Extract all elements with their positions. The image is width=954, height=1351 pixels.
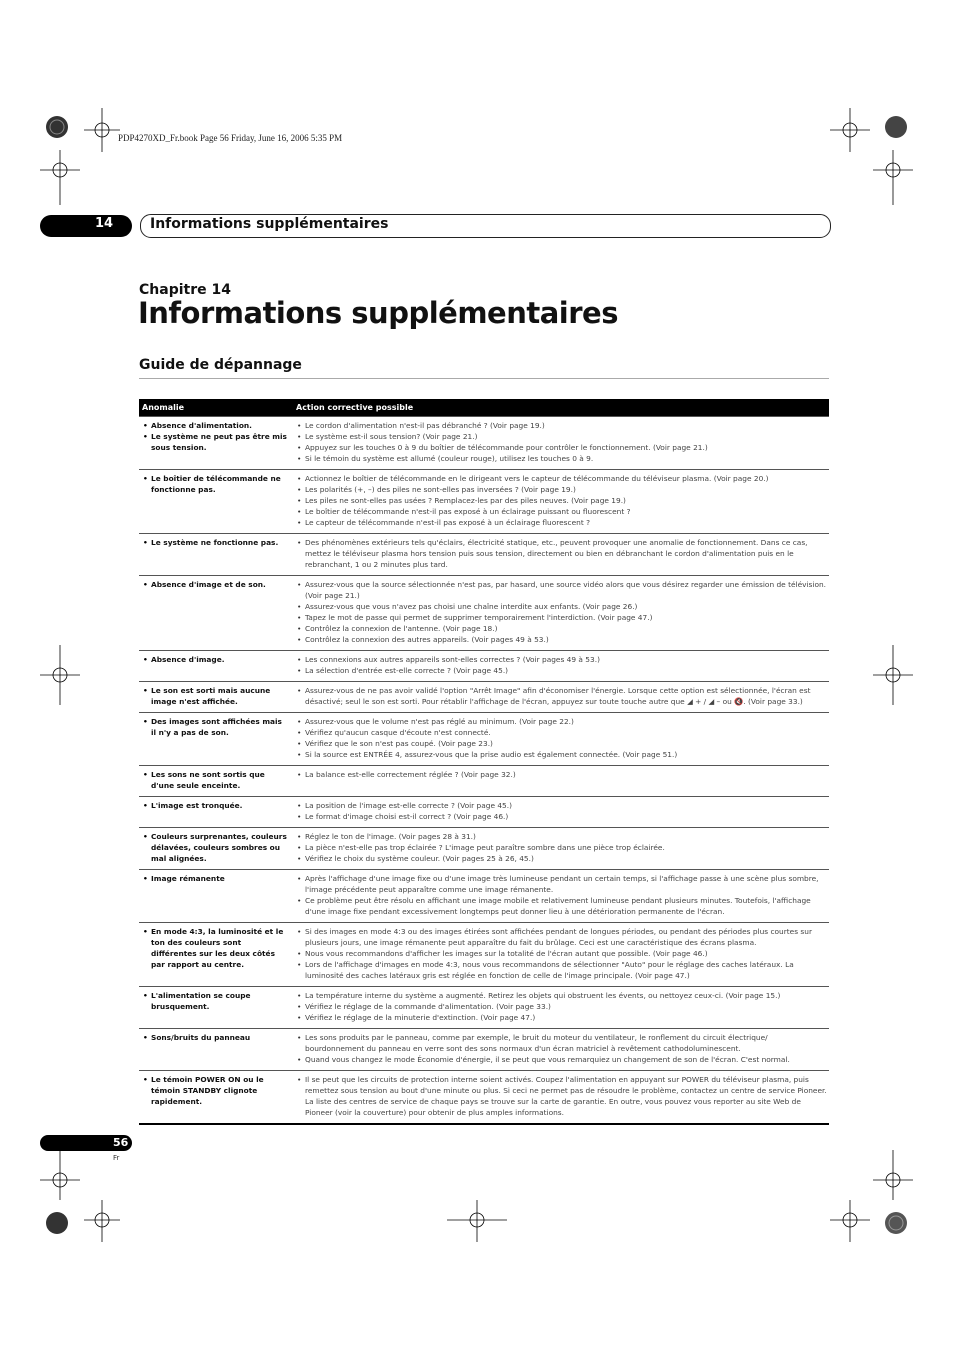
action-item: • Le capteur de télécommande n'est-il pas exposé à un éclairage fluorescent ? (295, 517, 827, 528)
anomaly-item: • Le boîtier de télécommande ne fonctionne pas. (141, 473, 287, 495)
table-row (139, 923, 829, 987)
action-item: • Des phénomènes extérieurs tels qu'éclairs, électricité statique, etc., peuvent provoquer une anomalie de fonctionnement. Dans ce cas, mettez le téléviseur plasma hors tension puis sous tension, directement ou bien en débranchant le cordon d'alimentation puis en le rebranchant, 1 ou 2 minutes plus tard. (295, 537, 827, 570)
chapter-title: Informations supplémentaires (138, 296, 618, 330)
anomaly-cell (139, 534, 293, 576)
action-cell (293, 651, 829, 682)
anomaly-cell (139, 1029, 293, 1071)
action-item: • Contrôlez la connexion de l'antenne. (Voir page 18.) (295, 623, 827, 634)
crosshair-tl (84, 108, 120, 152)
action-cell (293, 828, 829, 870)
table-row (139, 713, 829, 766)
action-cell (293, 870, 829, 923)
crosshair-bl2 (84, 1200, 120, 1242)
anomaly-item: • Image rémanente (141, 873, 287, 884)
book-info: PDP4270XD_Fr.book Page 56 Friday, June 16, 2006 5:35 PM (118, 133, 343, 143)
crosshair-tl2 (40, 150, 80, 205)
action-item: • La position de l'image est-elle correcte ? (Voir page 45.) (295, 800, 827, 811)
table-row (139, 417, 829, 470)
table-row (139, 1029, 829, 1071)
action-item: • Nous vous recommandons d'afficher les images sur la totalité de l'écran autant que possible. (Voir page 46.) (295, 948, 827, 959)
chapter-label: Chapitre 14 (139, 282, 231, 298)
anomaly-cell (139, 797, 293, 828)
anomaly-item: • L'alimentation se coupe brusquement. (141, 990, 287, 1012)
header-anomalie: Anomalie (139, 399, 293, 417)
action-item: • Si la source est ENTRÉE 4, assurez-vous que la prise audio est également connectée. (Voir page 51.) (295, 749, 827, 760)
target-tr (885, 116, 907, 138)
action-item: • Les piles ne sont-elles pas usées ? Remplacez-les par des piles neuves. (Voir page 19.) (295, 495, 827, 506)
action-item: • Assurez-vous de ne pas avoir validé l'option "Arrêt Image" afin d'économiser l'énergie. Lorsque cette option est sélectionnée, l'écran est désactivé; seul le son est sorti. Pour rétablir l'affichage de l'écran, appuyez sur toute touche autre que ◢ + / ◢ – ou 🔇. (Voir page 33.) (295, 685, 827, 707)
table-row (139, 470, 829, 534)
anomaly-cell (139, 713, 293, 766)
action-item: • Le système est-il sous tension? (Voir page 21.) (295, 431, 827, 442)
crosshair-bc (447, 1200, 507, 1242)
anomaly-item: • Absence d'alimentation. (141, 420, 287, 431)
table-row (139, 797, 829, 828)
anomaly-item: • L'image est tronquée. (141, 800, 287, 811)
action-item: • La température interne du système a augmenté. Retirez les objets qui obstruent les évents, ou nettoyez ceux-ci. (Voir page 15.) (295, 990, 827, 1001)
anomaly-cell (139, 828, 293, 870)
anomaly-item: • Les sons ne sont sortis que d'une seule enceinte. (141, 769, 287, 791)
action-cell (293, 576, 829, 651)
table-row (139, 828, 829, 870)
action-item: • Contrôlez la connexion des autres appareils. (Voir pages 49 à 53.) (295, 634, 827, 645)
anomaly-cell (139, 766, 293, 797)
page-number: 56 (113, 1136, 129, 1149)
table-row (139, 987, 829, 1029)
anomaly-cell (139, 682, 293, 713)
crosshair-tr2 (873, 150, 913, 205)
crosshair-br2 (830, 1200, 870, 1242)
action-item: • Vérifiez qu'aucun casque d'écoute n'est connecté. (295, 727, 827, 738)
header-title: Informations supplémentaires (150, 216, 389, 232)
target-br (885, 1212, 907, 1234)
anomaly-cell (139, 870, 293, 923)
table-row (139, 576, 829, 651)
action-item: • Assurez-vous que le volume n'est pas réglé au minimum. (Voir page 22.) (295, 716, 827, 727)
action-item: • Le cordon d'alimentation n'est-il pas débranché ? (Voir page 19.) (295, 420, 827, 431)
chapter-tab (40, 215, 132, 237)
action-item: • La balance est-elle correctement réglée ? (Voir page 32.) (295, 769, 827, 780)
action-item: • La pièce n'est-elle pas trop éclairée ? L'image peut paraître sombre dans une pièce trop éclairée. (295, 842, 827, 853)
action-cell (293, 923, 829, 987)
action-item: • Si des images en mode 4:3 ou des images étirées sont affichées pendant de longues périodes, ou pendant des périodes plus courtes sur plusieurs jours, une image rémanente peut apparaître du fait du brûlage. Ceci est une caractéristique des écrans plasma. (295, 926, 827, 948)
header-action: Action corrective possible (293, 399, 829, 417)
target-bl (46, 1212, 68, 1234)
action-cell (293, 1029, 829, 1071)
action-item: • Les sons produits par le panneau, comme par exemple, le bruit du moteur du ventilateur, le ronflement du circuit électrique/ bourdonnement du panneau en verre sont des sons normaux d'un écran matriciel à revêtement cathodoluminescent. (295, 1032, 827, 1054)
anomaly-cell (139, 1071, 293, 1125)
action-item: • Actionnez le boîtier de télécommande en le dirigeant vers le capteur de télécommande du téléviseur plasma. (Voir page 20.) (295, 473, 827, 484)
action-item: • La sélection d'entrée est-elle correcte ? (Voir page 45.) (295, 665, 827, 676)
anomaly-item: • Couleurs surprenantes, couleurs délavées, couleurs sombres ou mal alignées. (141, 831, 287, 864)
section-divider (139, 378, 829, 379)
action-cell (293, 470, 829, 534)
action-item: • Assurez-vous que la source sélectionnée n'est pas, par hasard, une source vidéo alors que vous désirez regarder une émission de télévision. (Voir page 21.) (295, 579, 827, 601)
action-item: • Ce problème peut être résolu en affichant une image mobile et relativement lumineuse pendant plusieurs minutes. Toutefois, l'affichage d'une image fixe pendant excessivement longtemps peut donner lieu à une détérioration permanente de l'écran. (295, 895, 827, 917)
troubleshooting-table (139, 399, 829, 1125)
crosshair-ml (40, 645, 80, 705)
anomaly-item: • En mode 4:3, la luminosité et le ton des couleurs sont différentes sur les deux côtés par rapport au centre. (141, 926, 287, 970)
action-cell (293, 534, 829, 576)
anomaly-item: • Absence d'image et de son. (141, 579, 287, 590)
action-item: • Vérifiez le choix du système couleur. (Voir pages 25 à 26, 45.) (295, 853, 827, 864)
action-item: • Vérifiez que le son n'est pas coupé. (Voir page 23.) (295, 738, 827, 749)
table-row (139, 534, 829, 576)
anomaly-cell (139, 417, 293, 470)
table-row (139, 651, 829, 682)
anomaly-item: • Le système ne fonctionne pas. (141, 537, 287, 548)
action-item: • Quand vous changez le mode Économie d'énergie, il se peut que vous remarquiez un changement de son de l'écran. C'est normal. (295, 1054, 827, 1065)
target-tl (46, 116, 68, 138)
action-item: • Après l'affichage d'une image fixe ou d'une image très lumineuse pendant un certain temps, si l'affichage passe à une scène plus sombre, l'image précédente peut apparaître comme une image rémanente. (295, 873, 827, 895)
anomaly-cell (139, 651, 293, 682)
action-cell (293, 766, 829, 797)
action-cell (293, 1071, 829, 1125)
table-row (139, 870, 829, 923)
anomaly-item: • Des images sont affichées mais il n'y a pas de son. (141, 716, 287, 738)
chapter-tab-number: 14 (95, 216, 114, 231)
action-item: • Appuyez sur les touches 0 à 9 du boîtier de télécommande pour contrôler le fonctionnement. (Voir page 21.) (295, 442, 827, 453)
action-item: • Il se peut que les circuits de protection interne soient activés. Coupez l'alimentation en appuyant sur POWER du téléviseur plasma, puis remettez sous tension au bout d'une minute ou plus. Si ceci ne permet pas de résoudre le problème, contactez un centre de service Pioneer. La liste des centres de service de chaque pays se trouve sur la carte de garantie. En outre, vous pouvez vous reporter au site Web de Pioneer (voir la couverture) pour obtenir de plus amples informations. (295, 1074, 827, 1118)
section-title: Guide de dépannage (139, 357, 302, 373)
language-code: Fr (113, 1154, 120, 1162)
anomaly-cell (139, 576, 293, 651)
action-item: • Si le témoin du système est allumé (couleur rouge), utilisez les touches 0 à 9. (295, 453, 827, 464)
anomaly-item: • Le son est sorti mais aucune image n'est affichée. (141, 685, 287, 707)
action-cell (293, 682, 829, 713)
action-item: • Tapez le mot de passe qui permet de supprimer temporairement l'interdiction. (Voir page 47.) (295, 612, 827, 623)
action-item: • Les polarités (+, –) des piles ne sont-elles pas inversées ? (Voir page 19.) (295, 484, 827, 495)
crosshair-mr (873, 645, 913, 705)
action-cell (293, 713, 829, 766)
action-item: • Le boîtier de télécommande n'est-il pas exposé à un éclairage puissant ou fluorescent ? (295, 506, 827, 517)
action-item: • Assurez-vous que vous n'avez pas choisi une chaîne interdite aux enfants. (Voir page 26.) (295, 601, 827, 612)
action-cell (293, 797, 829, 828)
table-row (139, 682, 829, 713)
crosshair-bl (40, 1150, 80, 1200)
anomaly-item: • Le témoin POWER ON ou le témoin STANDBY clignote rapidement. (141, 1074, 287, 1107)
action-cell (293, 417, 829, 470)
anomaly-cell (139, 470, 293, 534)
crosshair-br (873, 1150, 913, 1200)
table-row (139, 766, 829, 797)
anomaly-item: • Absence d'image. (141, 654, 287, 665)
action-item: • Vérifiez le réglage de la commande d'alimentation. (Voir page 33.) (295, 1001, 827, 1012)
action-item: • Les connexions aux autres appareils sont-elles correctes ? (Voir pages 49 à 53.) (295, 654, 827, 665)
anomaly-item: • Sons/bruits du panneau (141, 1032, 287, 1043)
anomaly-cell (139, 987, 293, 1029)
action-item: • Le format d'image choisi est-il correct ? (Voir page 46.) (295, 811, 827, 822)
anomaly-item: • Le système ne peut pas être mis sous tension. (141, 431, 287, 453)
crosshair-tr (830, 108, 870, 152)
action-item: • Lors de l'affichage d'images en mode 4:3, nous vous recommandons de sélectionner "Auto" pour le réglage des caches latéraux. La luminosité des caches latéraux gris est réglée en fonction de celle de l'image principale. (Voir page 47.) (295, 959, 827, 981)
action-item: • Réglez le ton de l'image. (Voir pages 28 à 31.) (295, 831, 827, 842)
action-item: • Vérifiez le réglage de la minuterie d'extinction. (Voir page 47.) (295, 1012, 827, 1023)
table-row (139, 1071, 829, 1125)
action-cell (293, 987, 829, 1029)
anomaly-cell (139, 923, 293, 987)
